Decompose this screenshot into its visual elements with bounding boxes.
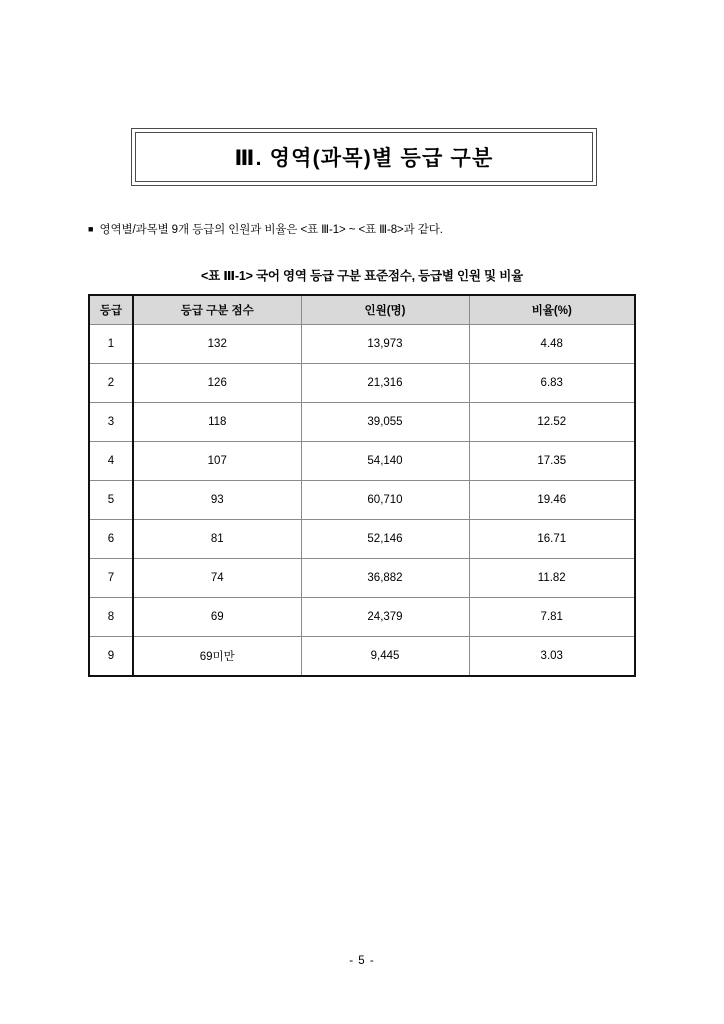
cell-grade: 6 — [89, 520, 133, 559]
square-bullet-icon: ■ — [88, 224, 94, 234]
cell-ratio: 7.81 — [469, 598, 635, 637]
cell-count: 54,140 — [301, 442, 469, 481]
cell-cut-score: 118 — [133, 403, 301, 442]
grade-distribution-table — [88, 294, 636, 677]
cell-ratio: 4.48 — [469, 325, 635, 364]
cell-ratio: 6.83 — [469, 364, 635, 403]
table-header-row — [89, 295, 635, 325]
cell-count: 39,055 — [301, 403, 469, 442]
cell-grade: 2 — [89, 364, 133, 403]
cell-count: 52,146 — [301, 520, 469, 559]
page-title: Ⅲ. 영역(과목)별 등급 구분 — [234, 147, 494, 170]
cell-count: 60,710 — [301, 481, 469, 520]
cell-count: 24,379 — [301, 598, 469, 637]
cell-ratio: 12.52 — [469, 403, 635, 442]
bullet-paragraph — [88, 222, 443, 238]
table-row — [89, 481, 635, 520]
cell-ratio: 17.35 — [469, 442, 635, 481]
table-caption: <표 Ⅲ-1> 국어 영역 등급 구분 표준점수, 등급별 인원 및 비율 — [201, 269, 523, 283]
table-header — [89, 295, 635, 325]
cell-grade: 4 — [89, 442, 133, 481]
cell-grade: 3 — [89, 403, 133, 442]
cell-cut-score: 69미만 — [133, 637, 301, 677]
column-header-cut-score: 등급 구분 점수 — [133, 295, 301, 325]
page-number: - 5 - — [349, 955, 375, 967]
cell-count: 21,316 — [301, 364, 469, 403]
cell-count: 9,445 — [301, 637, 469, 677]
bullet-paragraph-text: 영역별/과목별 9개 등급의 인원과 비율은 <표 Ⅲ-1> ~ <표 Ⅲ-8>과 같다. — [99, 224, 443, 236]
cell-count: 13,973 — [301, 325, 469, 364]
cell-cut-score: 126 — [133, 364, 301, 403]
cell-cut-score: 107 — [133, 442, 301, 481]
column-header-ratio: 비율(%) — [469, 295, 635, 325]
table-row — [89, 520, 635, 559]
cell-cut-score: 132 — [133, 325, 301, 364]
table-row — [89, 559, 635, 598]
section-title-banner-inner — [135, 132, 593, 182]
table-row — [89, 637, 635, 677]
cell-ratio: 3.03 — [469, 637, 635, 677]
cell-cut-score: 69 — [133, 598, 301, 637]
section-title-banner — [131, 128, 597, 186]
cell-cut-score: 93 — [133, 481, 301, 520]
cell-grade: 7 — [89, 559, 133, 598]
cell-grade: 1 — [89, 325, 133, 364]
cell-ratio: 16.71 — [469, 520, 635, 559]
table-row — [89, 325, 635, 364]
cell-grade: 8 — [89, 598, 133, 637]
column-header-grade: 등급 — [89, 295, 133, 325]
table-row — [89, 442, 635, 481]
table-row — [89, 598, 635, 637]
table-row — [89, 364, 635, 403]
cell-ratio: 19.46 — [469, 481, 635, 520]
cell-ratio: 11.82 — [469, 559, 635, 598]
cell-count: 36,882 — [301, 559, 469, 598]
cell-grade: 9 — [89, 637, 133, 677]
cell-cut-score: 74 — [133, 559, 301, 598]
table-body — [89, 325, 635, 677]
column-header-count: 인원(명) — [301, 295, 469, 325]
cell-grade: 5 — [89, 481, 133, 520]
table-row — [89, 403, 635, 442]
cell-cut-score: 81 — [133, 520, 301, 559]
table-container — [88, 294, 634, 677]
